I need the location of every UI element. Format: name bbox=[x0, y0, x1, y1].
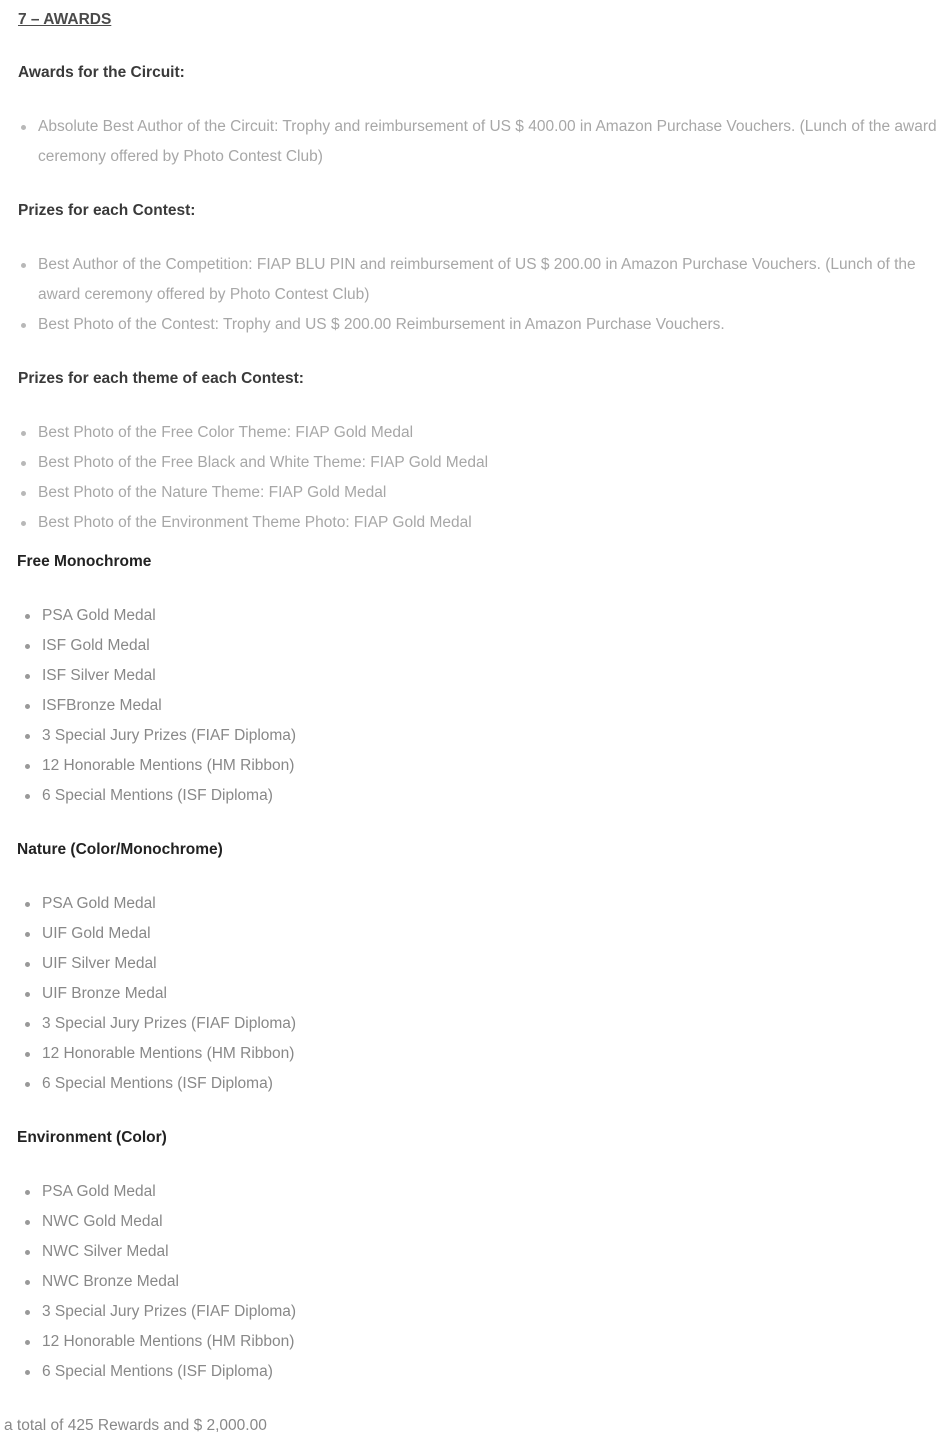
list-item: 6 Special Mentions (ISF Diploma) bbox=[42, 781, 922, 811]
list-item: ISFBronze Medal bbox=[42, 691, 922, 721]
list-item: Best Photo of the Free Color Theme: FIAP Gold Medal bbox=[38, 418, 942, 448]
list-item: 3 Special Jury Prizes (FIAF Diploma) bbox=[42, 1297, 922, 1327]
list-item: PSA Gold Medal bbox=[42, 889, 922, 919]
free-monochrome-heading: Free Monochrome bbox=[17, 553, 152, 570]
theme-prizes-list bbox=[38, 418, 942, 538]
environment-heading: Environment (Color) bbox=[17, 1129, 167, 1146]
list-item: UIF Gold Medal bbox=[42, 919, 922, 949]
list-item: 3 Special Jury Prizes (FIAF Diploma) bbox=[42, 721, 922, 751]
environment-list bbox=[42, 1177, 922, 1387]
contest-prizes-list bbox=[38, 250, 942, 340]
list-item: Best Photo of the Nature Theme: FIAP Gold Medal bbox=[38, 478, 942, 508]
contest-prizes-heading: Prizes for each Contest: bbox=[18, 202, 196, 219]
nature-heading: Nature (Color/Monochrome) bbox=[17, 841, 223, 858]
list-item: 12 Honorable Mentions (HM Ribbon) bbox=[42, 1039, 922, 1069]
list-item: 12 Honorable Mentions (HM Ribbon) bbox=[42, 1327, 922, 1357]
list-item: 3 Special Jury Prizes (FIAF Diploma) bbox=[42, 1009, 922, 1039]
list-item: Absolute Best Author of the Circuit: Trophy and reimbursement of US $ 400.00 in Amazon Purchase Vouchers. (Lunch of the award ceremony offered by Photo Contest Club) bbox=[38, 112, 942, 172]
list-item: 6 Special Mentions (ISF Diploma) bbox=[42, 1357, 922, 1387]
nature-list bbox=[42, 889, 922, 1099]
total-rewards-text: a total of 425 Rewards and $ 2,000.00 bbox=[4, 1417, 267, 1434]
circuit-awards-heading: Awards for the Circuit: bbox=[18, 64, 185, 81]
list-item: NWC Bronze Medal bbox=[42, 1267, 922, 1297]
list-item: UIF Silver Medal bbox=[42, 949, 922, 979]
list-item: NWC Silver Medal bbox=[42, 1237, 922, 1267]
list-item: Best Photo of the Environment Theme Photo: FIAP Gold Medal bbox=[38, 508, 942, 538]
list-item: Best Photo of the Free Black and White Theme: FIAP Gold Medal bbox=[38, 448, 942, 478]
theme-prizes-heading: Prizes for each theme of each Contest: bbox=[18, 370, 304, 387]
list-item: ISF Silver Medal bbox=[42, 661, 922, 691]
list-item: Best Photo of the Contest: Trophy and US $ 200.00 Reimbursement in Amazon Purchase Vouchers. bbox=[38, 310, 942, 340]
list-item: PSA Gold Medal bbox=[42, 601, 922, 631]
list-item: ISF Gold Medal bbox=[42, 631, 922, 661]
section-title: 7 – AWARDS bbox=[18, 11, 112, 28]
circuit-awards-list bbox=[38, 112, 942, 172]
list-item: UIF Bronze Medal bbox=[42, 979, 922, 1009]
list-item: NWC Gold Medal bbox=[42, 1207, 922, 1237]
free-monochrome-list bbox=[42, 601, 922, 811]
list-item: 12 Honorable Mentions (HM Ribbon) bbox=[42, 751, 922, 781]
list-item: 6 Special Mentions (ISF Diploma) bbox=[42, 1069, 922, 1099]
list-item: PSA Gold Medal bbox=[42, 1177, 922, 1207]
list-item: Best Author of the Competition: FIAP BLU PIN and reimbursement of US $ 200.00 in Amazon Purchase Vouchers. (Lunch of the award ceremony offered by Photo Contest Club) bbox=[38, 250, 942, 310]
